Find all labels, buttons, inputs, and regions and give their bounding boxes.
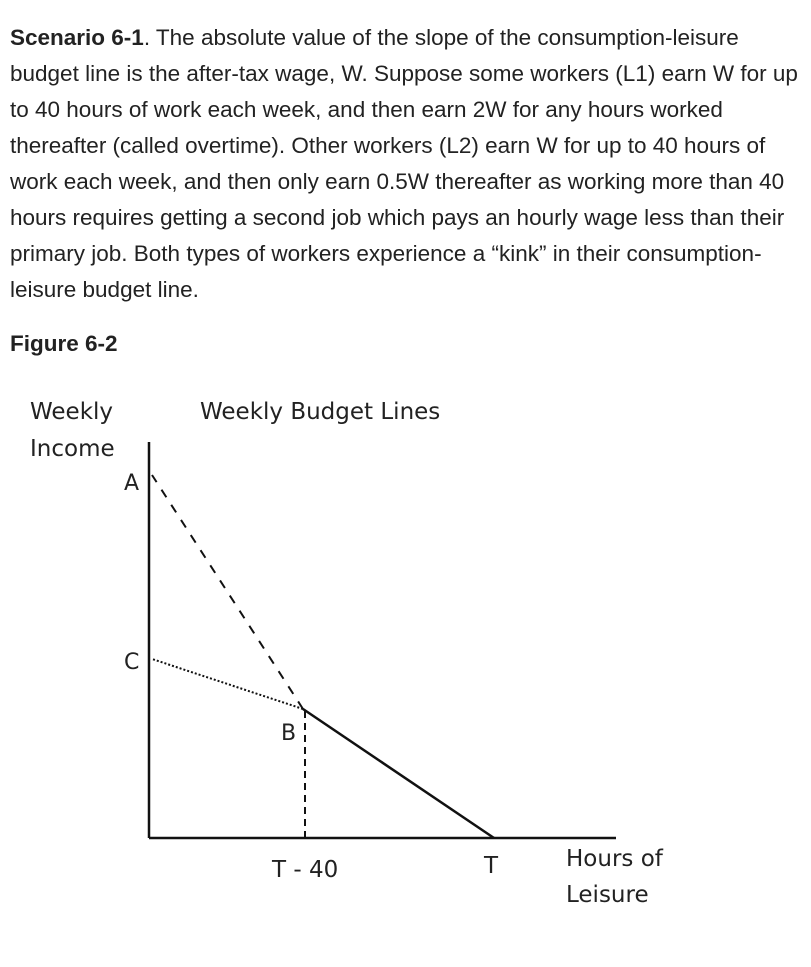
- point-a-label: A: [124, 471, 140, 496]
- budget-line-second-job-segment: [152, 659, 303, 709]
- figure-title: Weekly Budget Lines: [200, 399, 441, 425]
- scenario-label: Scenario 6-1: [10, 25, 144, 50]
- x-axis-label-leisure: Leisure: [566, 882, 649, 908]
- tick-label-t-minus-40: T - 40: [272, 857, 339, 883]
- scenario-text: . The absolute value of the slope of the consumption-leisure budget line is the after-tax wage, W. Suppose some workers (L1) earn W for up to 40 hours of work each week, and then earn 2W for any hours worked thereafter (called overtime). Other workers (L2) earn W for up to 40 hours of work each week, and then only earn 0.5W thereafter as working more than 40 hours requires getting a second job which pays an hourly wage less than their primary job. Both types of workers experience a “kink” in their consumption-leisure budget line.: [10, 25, 798, 302]
- y-axis-label-weekly: Weekly: [30, 399, 114, 425]
- figure-heading: Figure 6-2: [10, 331, 118, 356]
- y-axis-label-income: Income: [30, 436, 115, 462]
- point-c-label: C: [124, 650, 140, 675]
- x-axis-label-hours: Hours of: [566, 846, 663, 872]
- budget-line-overtime-segment: [152, 475, 303, 709]
- budget-line-solid-segment: [303, 709, 494, 838]
- tick-label-t: T: [484, 853, 499, 879]
- point-b-label: B: [281, 721, 297, 746]
